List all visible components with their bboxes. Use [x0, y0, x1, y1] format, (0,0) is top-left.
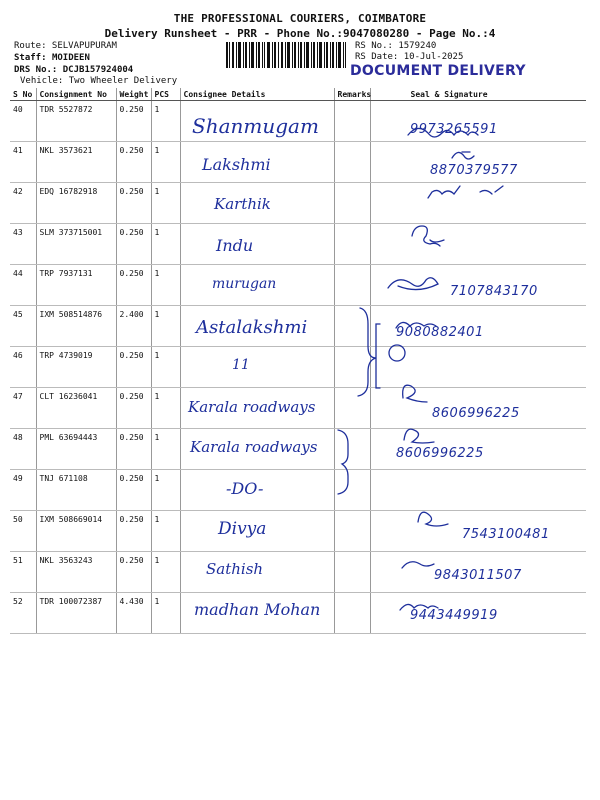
consignment-number-cell: TNJ 671108	[36, 470, 116, 511]
serial-number-cell: 45	[10, 306, 36, 347]
consignee-handwriting: 11	[232, 357, 250, 373]
phone-handwriting: 7543100481	[462, 527, 550, 542]
phone-handwriting: 9843011507	[434, 567, 522, 583]
signature	[452, 152, 474, 159]
consignment-number-cell: SLM 373715001	[36, 224, 116, 265]
consignee-handwriting: Karala roadways	[190, 438, 318, 456]
signature	[400, 604, 438, 610]
column-header: Consignee Details	[180, 88, 334, 101]
pcs-cell: 1	[151, 347, 180, 388]
consignment-number-cell: NKL 3563243	[36, 552, 116, 593]
signature	[403, 385, 427, 402]
consignee-handwriting: Divya	[218, 519, 267, 539]
weight-cell: 0.250	[116, 511, 151, 552]
weight-cell: 0.250	[116, 429, 151, 470]
pcs-cell: 1	[151, 388, 180, 429]
signature	[418, 512, 448, 526]
phone-handwriting: 9443449919	[410, 608, 498, 623]
route-text: Route: SELVAPUPURAM	[14, 41, 117, 51]
consignment-number-cell: NKL 3573621	[36, 142, 116, 183]
consignee-handwriting: madhan Mohan	[194, 600, 321, 619]
phone-handwriting: 7107843170	[450, 284, 538, 299]
staff-name: MOIDEEN	[51, 53, 90, 63]
consignment-number-cell: TDR 5527872	[36, 101, 116, 142]
consignee-handwriting: Indu	[216, 235, 254, 255]
signature	[404, 429, 434, 443]
column-header: Remarks	[334, 88, 370, 101]
column-header: Seal & Signature	[370, 88, 586, 101]
consignment-number-cell: TRP 7937131	[36, 265, 116, 306]
signature	[412, 226, 444, 246]
consignee-handwriting: Lakshmi	[202, 154, 271, 174]
phone-handwriting: 8606996225	[432, 405, 520, 421]
signature	[396, 322, 436, 328]
serial-number-cell: 43	[10, 224, 36, 265]
signature	[402, 562, 434, 568]
signature	[389, 345, 405, 361]
serial-number-cell: 49	[10, 470, 36, 511]
consignee-handwriting: Karala roadways	[188, 397, 316, 416]
weight-cell: 4.430	[116, 593, 151, 634]
drs-number: DRS No.: DCJB157924004	[14, 65, 134, 75]
vehicle-text: Vehicle: Two Wheeler Delivery	[20, 76, 178, 86]
phone-handwriting: 9973265591	[410, 122, 498, 137]
pcs-cell: 1	[151, 593, 180, 634]
weight-cell: 2.400	[116, 306, 151, 347]
serial-number-cell: 40	[10, 101, 36, 142]
weight-cell: 0.250	[116, 470, 151, 511]
consignee-handwriting: -DO-	[226, 478, 264, 498]
serial-number-cell: 52	[10, 593, 36, 634]
consignment-number-cell: CLT 16236041	[36, 388, 116, 429]
weight-cell: 0.250	[116, 388, 151, 429]
signature	[388, 278, 438, 290]
weight-cell: 0.250	[116, 101, 151, 142]
pcs-cell: 1	[151, 470, 180, 511]
weight-cell: 0.250	[116, 183, 151, 224]
pcs-cell: 1	[151, 101, 180, 142]
serial-number-cell: 46	[10, 347, 36, 388]
weight-cell: 0.250	[116, 265, 151, 306]
serial-number-cell: 47	[10, 388, 36, 429]
consignee-handwriting: Shanmugam	[192, 114, 319, 138]
bracket-mark	[338, 430, 348, 494]
pcs-cell: 1	[151, 183, 180, 224]
pcs-cell: 1	[151, 511, 180, 552]
consignee-handwriting: Astalakshmi	[196, 316, 308, 338]
serial-number-cell: 41	[10, 142, 36, 183]
pcs-cell: 1	[151, 142, 180, 183]
column-header: Weight	[116, 88, 151, 101]
consignment-number-cell: TRP 4739019	[36, 347, 116, 388]
consignment-number-cell: IXM 508669014	[36, 511, 116, 552]
document-title: THE PROFESSIONAL COURIERS, COIMBATORE	[173, 12, 427, 25]
weight-cell: 0.250	[116, 552, 151, 593]
phone-handwriting: 9080882401	[396, 324, 484, 340]
consignee-handwriting: Karthik	[214, 195, 271, 213]
pcs-cell: 1	[151, 265, 180, 306]
pcs-cell: 1	[151, 552, 180, 593]
signature	[428, 186, 503, 198]
column-header: PCS	[151, 88, 180, 101]
serial-number-cell: 50	[10, 511, 36, 552]
pcs-cell: 1	[151, 429, 180, 470]
phone-handwriting: 8606996225	[396, 446, 484, 461]
weight-cell: 0.250	[116, 142, 151, 183]
weight-cell: 0.250	[116, 347, 151, 388]
rs-number: RS No.: 1579240	[355, 41, 437, 51]
serial-number-cell: 44	[10, 265, 36, 306]
consignee-handwriting: murugan	[212, 276, 277, 292]
column-header: S No	[10, 88, 36, 101]
bracket-mark	[376, 324, 380, 388]
weight-cell: 0.250	[116, 224, 151, 265]
rs-date: RS Date: 10-Jul-2025	[355, 52, 464, 62]
serial-number-cell: 48	[10, 429, 36, 470]
consignment-number-cell: IXM 508514876	[36, 306, 116, 347]
consignee-handwriting: Sathish	[206, 559, 264, 578]
consignment-number-cell: EDQ 16782918	[36, 183, 116, 224]
consignment-number-cell: TDR 100072387	[36, 593, 116, 634]
staff-label: Staff:	[14, 53, 47, 63]
bracket-mark	[358, 308, 376, 396]
serial-number-cell: 42	[10, 183, 36, 224]
consignment-number-cell: PML 63694443	[36, 429, 116, 470]
document-subtitle: Delivery Runsheet - PRR - Phone No.:9047080280 - Page No.:4	[104, 27, 496, 40]
pcs-cell: 1	[151, 306, 180, 347]
column-header: Consignment No	[36, 88, 116, 101]
pcs-cell: 1	[151, 224, 180, 265]
serial-number-cell: 51	[10, 552, 36, 593]
phone-handwriting: 8870379577	[430, 162, 518, 178]
signature	[408, 128, 478, 137]
document-delivery-stamp: DOCUMENT DELIVERY	[350, 63, 526, 79]
